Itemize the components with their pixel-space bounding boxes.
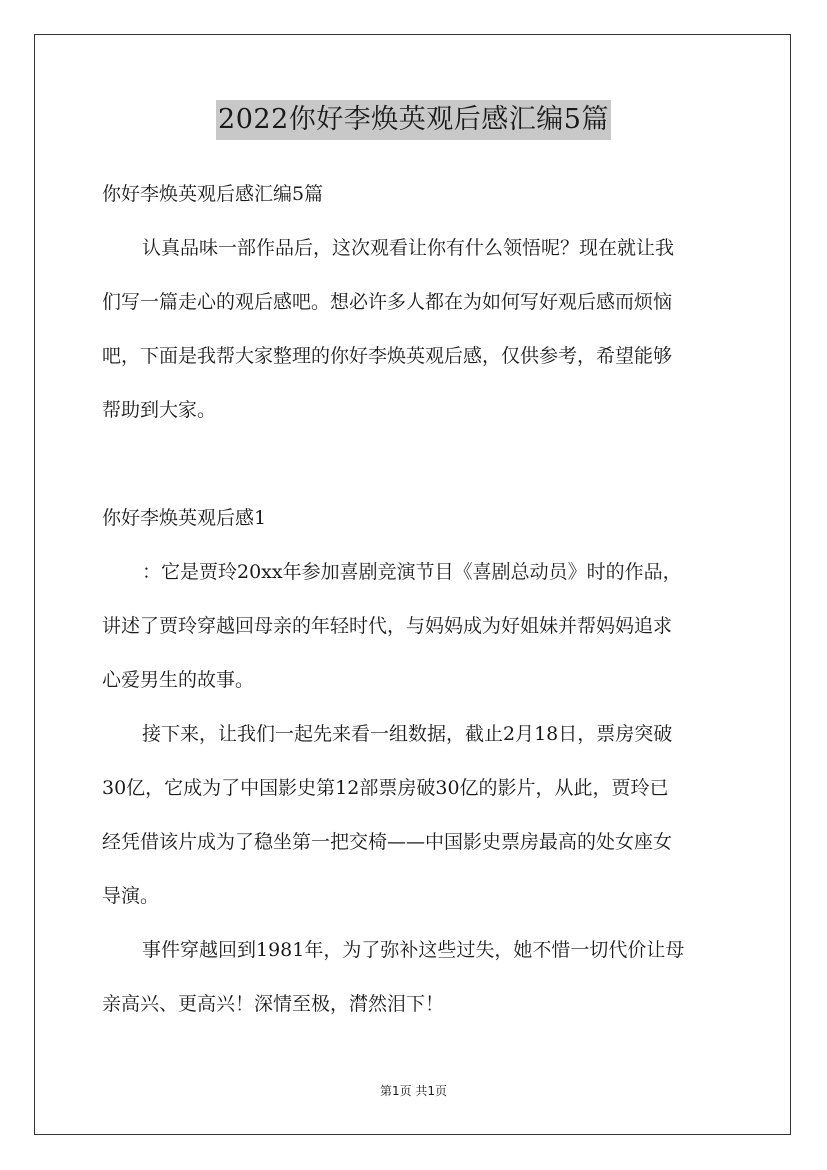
paragraph-line: 心爱男生的故事。: [102, 669, 255, 691]
subtitle: 你好李焕英观后感汇编5篇: [102, 183, 324, 205]
document-title: 2022你好李焕英观后感汇编5篇: [216, 100, 611, 140]
title-container: [0, 100, 827, 140]
paragraph-line: 导演。: [102, 885, 160, 907]
paragraph-line: 亲高兴、更高兴！深情至极，潸然泪下！: [102, 993, 445, 1015]
paragraph-line: 30亿，它成为了中国影史第12部票房破30亿的影片，从此，贾玲已: [102, 777, 669, 799]
paragraph-line: 接下来，让我们一起先来看一组数据，截止2月18日，票房突破: [142, 723, 673, 745]
paragraph-line: 经凭借该片成为了稳坐第一把交椅——中国影史票房最高的处女座女: [102, 831, 673, 853]
paragraph-line: 讲述了贾玲穿越回母亲的年轻时代，与妈妈成为好姐妹并帮妈妈追求: [102, 615, 673, 637]
intro-line: 吧，下面是我帮大家整理的你好李焕英观后感，仅供参考，希望能够: [102, 345, 673, 367]
intro-line: 认真品味一部作品后，这次观看让你有什么领悟呢？现在就让我: [142, 237, 675, 259]
intro-line: 帮助到大家。: [102, 399, 217, 421]
section-heading: 你好李焕英观后感1: [102, 507, 267, 529]
page-footer: [0, 1082, 827, 1099]
document-body: [102, 174, 730, 1038]
paragraph-line: ：它是贾玲20xx年参加喜剧竞演节目《喜剧总动员》时的作品，: [142, 561, 682, 583]
intro-line: 们写一篇走心的观后感吧。想必许多人都在为如何写好观后感而烦恼: [102, 291, 673, 313]
page-number: 第1页 共1页: [379, 1084, 448, 1098]
paragraph-line: 事件穿越回到1981年，为了弥补这些过失，她不惜一切代价让母: [142, 939, 685, 961]
spacer: [102, 444, 730, 498]
